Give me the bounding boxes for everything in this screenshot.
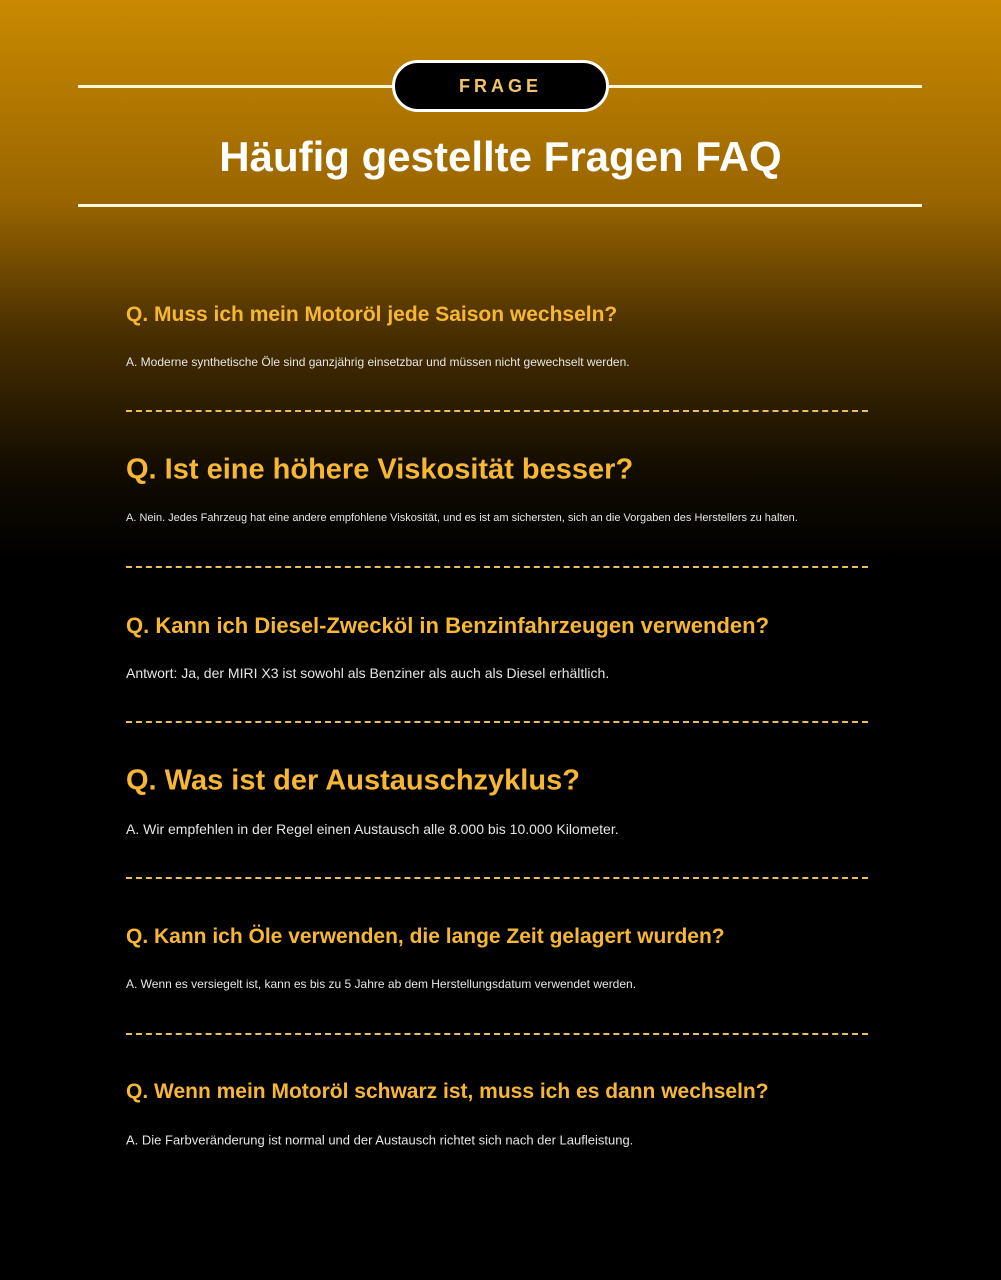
faq-answer: A. Wir empfehlen in der Regel einen Austausch alle 8.000 bis 10.000 Kilometer. bbox=[126, 821, 619, 837]
faq-answer: A. Die Farbveränderung ist normal und der Austausch richtet sich nach der Laufleistung. bbox=[126, 1132, 634, 1148]
faq-question: Q. Kann ich Öle verwenden, die lange Zeit gelagert wurden? bbox=[126, 925, 725, 948]
faq-answer: A. Wenn es versiegelt ist, kann es bis zu 5 Jahre ab dem Herstellungsdatum verwendet werden. bbox=[126, 977, 637, 991]
divider bbox=[126, 1033, 868, 1035]
faq-question: Q. Muss ich mein Motoröl jede Saison wechseln? bbox=[126, 303, 618, 326]
faq-answer: A. Moderne synthetische Öle sind ganzjährig einsetzbar und müssen nicht gewechselt werden. bbox=[126, 355, 630, 369]
divider bbox=[126, 877, 868, 879]
faq-question: Q. Wenn mein Motoröl schwarz ist, muss ich es dann wechseln? bbox=[126, 1080, 769, 1103]
faq-question: Q. Kann ich Diesel-Zwecköl in Benzinfahrzeugen verwenden? bbox=[126, 613, 770, 638]
section-badge: FRAGE bbox=[392, 60, 609, 112]
divider bbox=[126, 410, 868, 412]
faq-answer: Antwort: Ja, der MIRI X3 ist sowohl als Benziner als auch als Diesel erhältlich. bbox=[126, 665, 610, 681]
page-title: Häufig gestellte Fragen FAQ bbox=[219, 133, 782, 180]
header-line-bottom bbox=[78, 204, 922, 207]
faq-answer: A. Nein. Jedes Fahrzeug hat eine andere empfohlene Viskosität, und es ist am sichersten, sich an die Vorgaben des Herstellers zu halten. bbox=[126, 512, 798, 524]
faq-question: Q. Ist eine höhere Viskosität besser? bbox=[126, 453, 634, 486]
faq-question: Q. Was ist der Austauschzyklus? bbox=[126, 764, 580, 797]
divider bbox=[126, 721, 868, 723]
divider bbox=[126, 566, 868, 568]
